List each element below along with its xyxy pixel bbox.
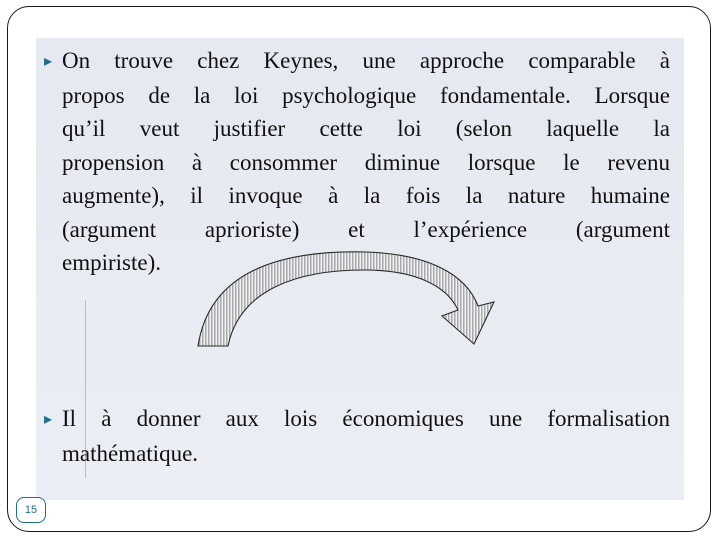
bullet-line: propos de la loi psychologique fondamentale. Lorsque bbox=[62, 82, 670, 108]
bullet-text: On trouve chez Keynes, une approche comparable à bbox=[62, 48, 670, 73]
bullet-line: augmente), il invoque à la fois la nature humaine bbox=[62, 183, 670, 208]
bullet-line bbox=[44, 44, 670, 79]
bullet-line bbox=[44, 402, 670, 437]
bullet-line: propension à consommer diminue lorsque le revenu bbox=[62, 149, 670, 175]
bullet-line: qu’il veut justifier cette loi (selon laquelle la bbox=[62, 116, 670, 141]
curved-arrow-icon bbox=[196, 244, 506, 348]
bullet-text: Il à donner aux lois économiques une formalisation bbox=[62, 406, 670, 431]
page-number: 15 bbox=[16, 497, 46, 523]
bullet-line: empiriste). bbox=[62, 250, 161, 275]
bullet-icon: ▸ bbox=[44, 411, 53, 428]
bullet-line: (argument aprioriste) et l’expérience (argument bbox=[62, 216, 670, 242]
bullet-paragraph-formalisation bbox=[44, 402, 670, 470]
bullet-icon: ▸ bbox=[44, 53, 53, 70]
bullet-line: mathématique. bbox=[62, 440, 199, 466]
